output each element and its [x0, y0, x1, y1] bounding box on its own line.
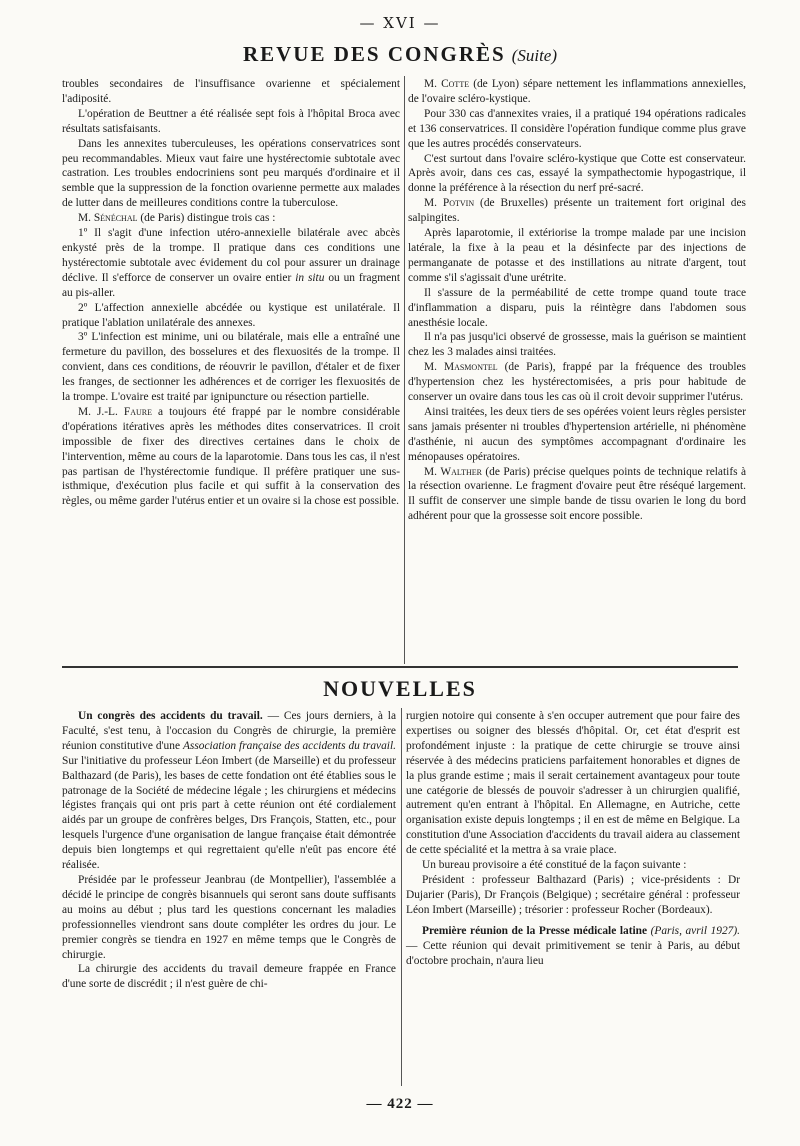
paragraph-faure: M. J.-L. Faure a toujours été frappé par le nombre considérable d'opérations itératives après les méthodes dites conservatrices. Il croit impossible de fixer des directives certaines dans le choix de l'intervention, même au cours de la laparotomie. Dans tous les cas, il n'est pas partisan de l'hystérectomie fundique. Il préfère pratiquer une sus-isthmique, d'exécution plus facile et qui suffit à la conservation des règles, ou même garder l'utérus entier et un ovaire si la chose est possible.	[62, 405, 400, 508]
journal-section-title: REVUE DES CONGRÈS	[242, 42, 506, 66]
paragraph-cotte: M. Cotte (de Lyon) sépare nettement les inflammations annexielles, de l'ovaire scléro-kystique.	[408, 78, 746, 105]
column-top-left	[62, 77, 400, 509]
paragraph: C'est surtout dans l'ovaire scléro-kystique que Cotte est conservateur. Après avoir, dans ces cas, essayé la sympathectomie hypogastrique, il donne la préférence à la résection du nerf pré-sacré.	[408, 152, 746, 195]
paragraph: Pour 330 cas d'annexites vraies, il a pratiqué 194 opérations radicales et 136 conservatrices. Il considère l'opération fundique comme plus grave que les autres procédés conservateurs.	[408, 107, 746, 150]
paragraph: Après laparotomie, il extériorise la trompe malade par une incision latérale, la fixe à la peau et la désinfecte par des injections de permanganate de potasse et des instillations au nitrate d'argent, tout comme s'il s'agissait d'une urétrite.	[408, 227, 746, 284]
author-name: Walther	[440, 465, 482, 478]
paragraph: Ainsi traitées, les deux tiers de ses opérées voient leurs règles persister sans jamais présenter ni troubles d'hypertension artérielle, ni phénomène d'asthénie, ni aucun des symptômes accompagnant d'ordinaire les ménopauses opératoires.	[408, 405, 747, 463]
paragraph: Président : professeur Balthazard (Paris) ; vice-présidents : Dr Dujarier (Paris), Dr François (Belgique) ; secrétaire général : professeur Léon Imbert (Marseille) ; trésorier : professeur Rocher (Bordeaux).	[406, 873, 740, 916]
latin-term: in situ	[295, 271, 325, 284]
section-title: NOUVELLES	[323, 676, 477, 701]
paragraph: L'opération de Beuttner a été réalisée sept fois à l'hôpital Broca avec résultats satisfaisants.	[62, 107, 400, 135]
column-bottom-right	[406, 709, 740, 968]
column-top-right	[408, 77, 746, 524]
paragraph-masmontel: M. Masmontel (de Paris), frappé par la fréquence des troubles d'hypertension chez les hystérectomisées, a pris pour habitude de conserver un ovaire dans tous les cas où il croit devoir supprimer l'utérus.	[408, 361, 746, 404]
paragraph: Il s'assure de la perméabilité de cette trompe quand toute trace d'inflammation a disparu, puis la réintègre dans l'abdomen sous anesthésie locale.	[408, 286, 746, 329]
news-headline: Un congrès des accidents du travail.	[78, 710, 263, 722]
column-bottom-left	[62, 709, 396, 992]
paragraph: 3º L'infection est minime, uni ou bilatérale, mais elle a entraîné une fermeture du pavillon, des bosselures et des flexuosités de la trompe. Il convient, dans ces conditions, de réouvrir le pavillon, d'étaler et de fixer les franges, de sectionner les adhérences et de corriger les flexuosités de la trompe. L'ovaire est traité par ignipuncture ou résection partielle.	[62, 331, 400, 404]
paragraph: rurgien notoire qui consente à s'en occuper autrement que pour faire des expertises ou soigner des blessés d'hôpital. Or, cet état d'esprit est profondément injuste : la pratique de cette chirurgie se trouve ainsi réservée à des médecins praticiens parfaitement honorables et dignes de la plus grande estime ; mais il serait certainement avantageux pour toute une catégorie de blessés de pouvoir s'adresser à un chirurgien qualifié, autrement qu'en entrant à l'hôpital. En Allemagne, en Autriche, cette organisation existe depuis longtemps ; il en est de même en Belgique. La constitution d'une Association d'accidents du travail aidera au classement de cette spécialité et la mettra à sa vraie place.	[406, 710, 740, 857]
paragraph-potvin: M. Potvin (de Bruxelles) présente un traitement fort original des salpingites.	[408, 197, 746, 225]
paragraph: La chirurgie des accidents du travail demeure frappée en France d'une sorte de discrédit ; il n'est guère de chi-	[62, 963, 396, 991]
association-name: Association française des accidents du travail.	[182, 739, 396, 752]
paragraph-walther: M. Walther (de Paris) précise quelques points de technique relatifs à la résection ovarienne. Le fragment d'ovaire peut être réséqué largement. Il suffit de conserver une simple bande de tissu ovarien le long du bord adhérent pour que la grossesse soit encore possible.	[408, 465, 747, 523]
author-name: Masmontel	[443, 361, 498, 374]
paragraph: Dans les annexites tuberculeuses, les opérations conservatrices sont peu recommandables. Mieux vaut faire une hystérectomie subtotale avec castration. Les troubles endocriniens sont peu marqués d'ordinaire et il semble que la suppression de la fonction ovarienne permette aux malades de lutter dans de meilleures conditions contre la tuberculose.	[62, 137, 400, 210]
author-name: Potvin	[442, 197, 475, 210]
author-name: Sénéchal	[93, 212, 138, 225]
author-name: Cotte	[441, 78, 470, 90]
news-headline: Première réunion de la Presse médicale latine	[422, 924, 648, 937]
news-item-presse-latine: Première réunion de la Presse médicale latine (Paris, avril 1927). — Cette réunion qui devait primitivement se tenir à Paris, au début d'octobre prochain, n'aura lieu	[406, 924, 740, 967]
paragraph: troubles secondaires de l'insuffisance ovarienne et spécialement l'adiposité.	[62, 78, 400, 105]
paragraph-senechal: M. Sénéchal (de Paris) distingue trois cas :	[78, 212, 276, 225]
running-head	[0, 42, 800, 67]
column-divider-bottom	[401, 708, 402, 1086]
suite-label: (Suite)	[511, 46, 558, 65]
paragraph: Présidée par le professeur Jeanbrau (de Montpellier), l'assemblée a décidé le principe de congrès bisannuels qui seront sans doute suffisants au moins au début ; plus tard les questions concernant les maladies professionnelles viendront sans doute compléter les ordres du jour. Le premier congrès se tiendra en 1927 en même temps que le Congrès de chirurgie.	[62, 873, 396, 961]
paragraph: 1º Il s'agit d'une infection utéro-annexielle bilatérale avec abcès enkysté près de la trompe. Il pratique dans ces conditions une hystérectomie subtotale avec évidement du col pour assurer un drainage déclive. Il s'efforce de conserver un ovaire entier in situ ou un fragment au pis-aller.	[62, 227, 400, 299]
news-dateline: (Paris, avril 1927).	[650, 924, 740, 937]
page-number: — 422 —	[366, 1096, 434, 1112]
author-name: Faure	[123, 405, 153, 418]
paragraph: Un bureau provisoire a été constitué de la façon suivante :	[422, 859, 687, 872]
paragraph: Il n'a pas jusqu'ici observé de grossesse, mais la guérison se maintient chez les 3 malades ainsi traitées.	[408, 331, 746, 359]
roman-folio: — XVI —	[359, 14, 441, 32]
column-divider-top	[404, 76, 405, 664]
section-divider	[62, 666, 738, 668]
news-item-accidents: Un congrès des accidents du travail. — Ces jours derniers, à la Faculté, s'est tenu, à l'occasion du Congrès de chirurgie, la première réunion constitutive d'une Association française des accidents du travail. Sur l'initiative du professeur Léon Imbert (de Marseille) et du professeur Balthazard (de Paris), les bases de cette fondation ont été établies sous le patronage de la Société de médecine légale ; les chirurgiens et médecins légistes français qui ont pris part à cette réunion ont été cordialement aidés par un groupe de confrères belges, Drs François, Statten, etc., pour lesquels l'urgence d'une organisation de langue française était démontrée depuis bien longtemps et qui regrettaient qu'elle n'eût pas encore été réalisée.	[62, 710, 397, 872]
paragraph: 2º L'affection annexielle abcédée ou kystique est unilatérale. Il pratique l'ablation unilatérale des annexes.	[62, 301, 400, 329]
